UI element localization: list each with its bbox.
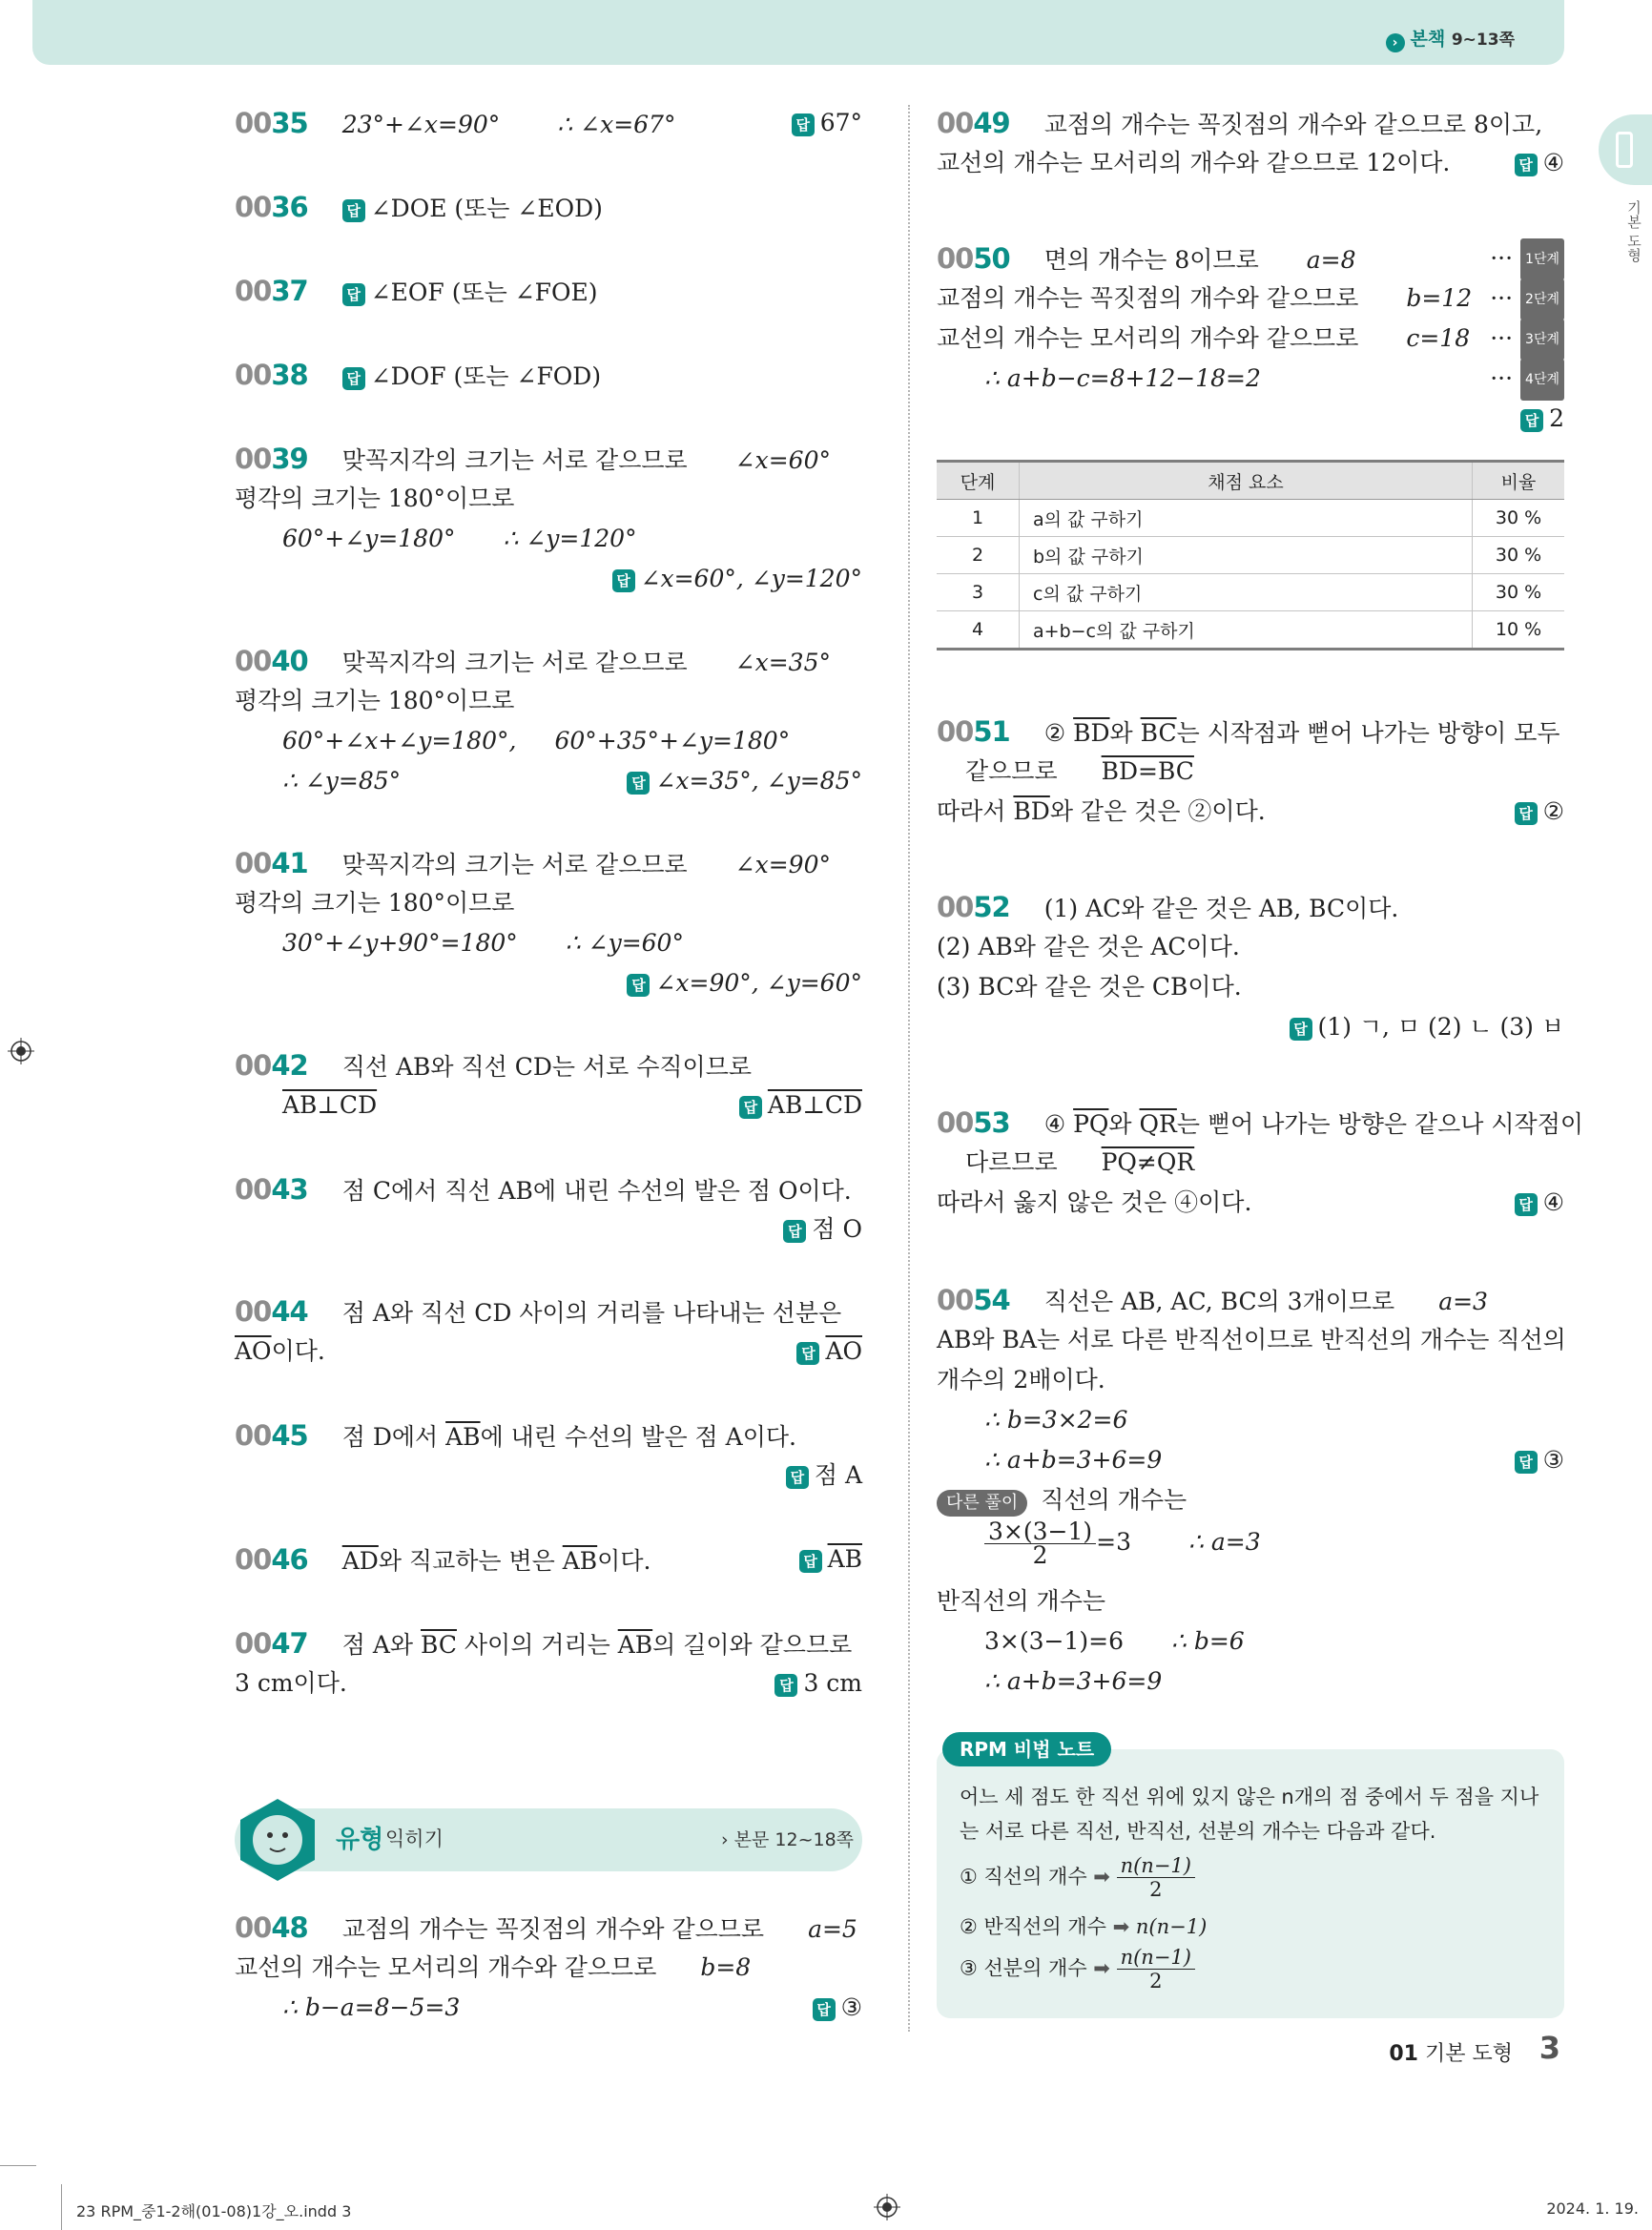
crop-mark bbox=[0, 2165, 36, 2166]
mascot-icon bbox=[235, 1797, 320, 1883]
answer: 답 점 A bbox=[786, 1456, 862, 1496]
answer: 답 $\overline{AO}$ bbox=[796, 1332, 862, 1372]
step-badge: 2단계 bbox=[1520, 279, 1564, 320]
problem-0049: 0049 교점의 개수는 꼭짓점의 개수와 같으므로 8이고, 교선의 개수는 모서리의 개수와 같으므로 12이다. 답 ④ bbox=[937, 103, 1564, 183]
table-row: 4 a+b−c의 값 구하기 10 % bbox=[937, 611, 1564, 650]
table-row: 2 b의 값 구하기 30 % bbox=[937, 537, 1564, 574]
problem-0039: 0039 맞꼭지각의 크기는 서로 같으므로 ∠x=60° 평각의 크기는 180°이므로 60°+∠y=180° ∴ ∠y=120° 답 ∠x=60°, ∠y=120° bbox=[235, 439, 862, 599]
problem-0041: 0041 맞꼭지각의 크기는 서로 같으므로 ∠x=90° 평각의 크기는 180°이므로 30°+∠y+90°=180° ∴ ∠y=60° 답 ∠x=90°, ∠y=60° bbox=[235, 843, 862, 1003]
table-header: 채점 요소 bbox=[1020, 462, 1473, 500]
date-slug: 2024. 1. 19. bbox=[1546, 2199, 1639, 2218]
page-reference: › 본책 9~13쪽 bbox=[1386, 25, 1516, 52]
table-row: 3 c의 값 구하기 30 % bbox=[937, 574, 1564, 611]
fraction: $\frac{3\times(3-1)}{2}$ bbox=[984, 1520, 1096, 1567]
problem-0035: 0035 23°+∠x=90° ∴ ∠x=67° 답 67° bbox=[235, 103, 862, 143]
scoring-table bbox=[937, 460, 1564, 650]
column-divider bbox=[908, 105, 910, 2032]
answer: 답 AB⊥CD bbox=[739, 1085, 862, 1125]
problem-0040: 0040 맞꼭지각의 크기는 서로 같으므로 ∠x=35° 평각의 크기는 180°이므로 60°+∠x+∠y=180°, 60°+35°+∠y=180° ∴ ∠y=85° 답 ∠x=35°, ∠y=85° bbox=[235, 641, 862, 801]
answer: 답 $\overline{AB}$ bbox=[799, 1539, 862, 1580]
alt-solution-tag: 다른 풀이 bbox=[937, 1490, 1027, 1517]
problem-0052: 0052 (1) AC와 같은 것은 AB, BC이다. (2) AB와 같은 것은 AC이다. (3) BC와 같은 것은 CB이다. 답 (1) ㄱ, ㅁ (2) ㄴ (3) ㅂ bbox=[937, 887, 1564, 1047]
file-slug: 23 RPM_중1-2해(01-08)1강_오.indd 3 bbox=[76, 2202, 352, 2220]
answer: 답 3 cm bbox=[774, 1663, 862, 1703]
answer: 답 2 bbox=[1520, 399, 1564, 439]
problem-0045: 0045 점 D에서 $\overline{AB}$에 내린 수선의 발은 점 A이다. 답 점 A bbox=[235, 1415, 862, 1496]
fraction: $\frac{n(n-1)}{2}$ bbox=[1117, 1946, 1195, 1993]
step-badge: 1단계 bbox=[1520, 238, 1564, 280]
answer: 답 ∠x=35°, ∠y=85° bbox=[627, 761, 862, 801]
banner-subtitle: 익히기 bbox=[385, 1827, 444, 1850]
step-badge: 4단계 bbox=[1520, 359, 1564, 401]
chapter-label: 01 기본 도형 bbox=[1389, 2042, 1513, 2066]
answer-icon: 답 bbox=[342, 199, 365, 222]
table-row: 1 a의 값 구하기 30 % bbox=[937, 500, 1564, 537]
answer: 답 (1) ㄱ, ㅁ (2) ㄴ (3) ㅂ bbox=[1290, 1007, 1564, 1047]
page-number: 3 bbox=[1538, 2030, 1560, 2066]
chevron-right-icon: › bbox=[1386, 33, 1405, 52]
problem-0051: 0051 ② $\overline{BD}$와 $\overline{BC}$는 시작점과 뻗어 나가는 방향이 모두 같으므로 BD=BC 따라서 $\overline{BD}$와 같은 것은 ②이다. 답 ② bbox=[937, 712, 1564, 832]
problem-0043: 0043 점 C에서 직선 AB에 내린 수선의 발은 점 O이다. 답 점 O bbox=[235, 1169, 862, 1249]
problem-0050: 0050 면의 개수는 8이므로 a=8 ··· 1단계 교점의 개수는 꼭짓점의 개수와 같으므로 b=12 ··· 2단계 교선의 개수는 모서리의 개수와 같으므로 c=18 ··· 3단계 ∴ a+b−c=8+12−18=2 ··· 4단계 답 2 bbox=[937, 238, 1564, 439]
table-header: 단계 bbox=[937, 462, 1020, 500]
problem-0053: 0053 ④ $\overline{PQ}$와 $\overline{QR}$는 뻗어 나가는 방향은 같으나 시작점이 다르므로 PQ≠QR 따라서 옳지 않은 것은 ④이다. 답 ④ bbox=[937, 1103, 1564, 1223]
fraction: $\frac{n(n-1)}{2}$ bbox=[1117, 1854, 1195, 1901]
banner-title: 유형 bbox=[336, 1826, 384, 1854]
problem-0054: 0054 직선은 AB, AC, BC의 3개이므로 a=3 AB와 BA는 서로 다른 반직선이므로 반직선의 개수는 직선의 개수의 2배이다. ∴ b=3×2=6 ∴ a+b=3+6=9 답 ③ 다른 풀이 직선의 개수는 $\frac{3\times(3-1)}{2}$ =3 ∴ a=3 반직선의 개수는 3×(3−1)=6 ∴ b=6 ∴ a+b=3+6=9 bbox=[937, 1284, 1566, 1695]
table-header: 비율 bbox=[1473, 462, 1565, 500]
answer: 답 ② bbox=[1515, 792, 1564, 832]
arrow-right-icon: ➡ bbox=[1112, 1915, 1130, 1938]
answer-icon: 답 bbox=[342, 367, 365, 390]
arrow-right-icon: ➡ bbox=[1093, 1865, 1110, 1889]
answer: 답 점 O bbox=[783, 1209, 862, 1249]
crop-mark bbox=[61, 2184, 62, 2230]
problem-0044: 0044 점 A와 직선 CD 사이의 거리를 나타내는 선분은 $\overline{AO}$이다. 답 $\overline{AO}$ bbox=[235, 1291, 862, 1372]
answer: 답 ∠x=90°, ∠y=60° bbox=[627, 963, 862, 1003]
problem-0046: 0046 $\overline{AD}$와 직교하는 변은 $\overline{AB}$이다. 답 $\overline{AB}$ bbox=[235, 1539, 862, 1580]
answer: 답 ③ bbox=[813, 1988, 862, 2028]
rpm-note-tag: RPM 비법 노트 bbox=[942, 1732, 1111, 1766]
problem-0038: 0038 답 ∠DOF (또는 ∠FOD) bbox=[235, 359, 602, 391]
problem-0042: 0042 직선 AB와 직선 CD는 서로 수직이므로 AB⊥CD 답 AB⊥CD bbox=[235, 1045, 862, 1125]
answer: 답 67° bbox=[792, 103, 862, 143]
banner-reference: › 본문 12~18쪽 bbox=[721, 1829, 855, 1850]
answer: 답 ④ bbox=[1515, 143, 1564, 183]
answer-icon: 답 bbox=[342, 283, 365, 306]
answer-icon: 답 bbox=[792, 114, 815, 136]
chapter-tab bbox=[1599, 114, 1652, 185]
problem-0037: 0037 답 ∠EOF (또는 ∠FOE) bbox=[235, 275, 598, 307]
header-band bbox=[32, 0, 1564, 65]
side-chapter-text: 기본 도형 bbox=[1625, 200, 1642, 262]
step-badge: 3단계 bbox=[1520, 319, 1564, 361]
answer: 답 ∠x=60°, ∠y=120° bbox=[612, 559, 862, 599]
answer: 답 ④ bbox=[1515, 1183, 1564, 1223]
problem-0047: 0047 점 A와 $\overline{BC}$ 사이의 거리는 $\overline{AB}$의 길이와 같으므로 3 cm이다. 답 3 cm bbox=[235, 1623, 862, 1703]
problem-0048: 0048 교점의 개수는 꼭짓점의 개수와 같으므로 a=5 교선의 개수는 모서리의 개수와 같으므로 b=8 ∴ b−a=8−5=3 답 ③ bbox=[235, 1908, 862, 2028]
registration-mark-icon bbox=[8, 1038, 34, 1064]
answer: 답 ③ bbox=[1515, 1440, 1564, 1480]
registration-mark-icon bbox=[874, 2194, 900, 2220]
book-icon bbox=[1616, 132, 1633, 168]
problem-0036: 0036 답 ∠DOE (또는 ∠EOD) bbox=[235, 191, 603, 223]
problem-number: 0035 bbox=[235, 107, 308, 139]
arrow-right-icon: ➡ bbox=[1093, 1956, 1110, 1980]
